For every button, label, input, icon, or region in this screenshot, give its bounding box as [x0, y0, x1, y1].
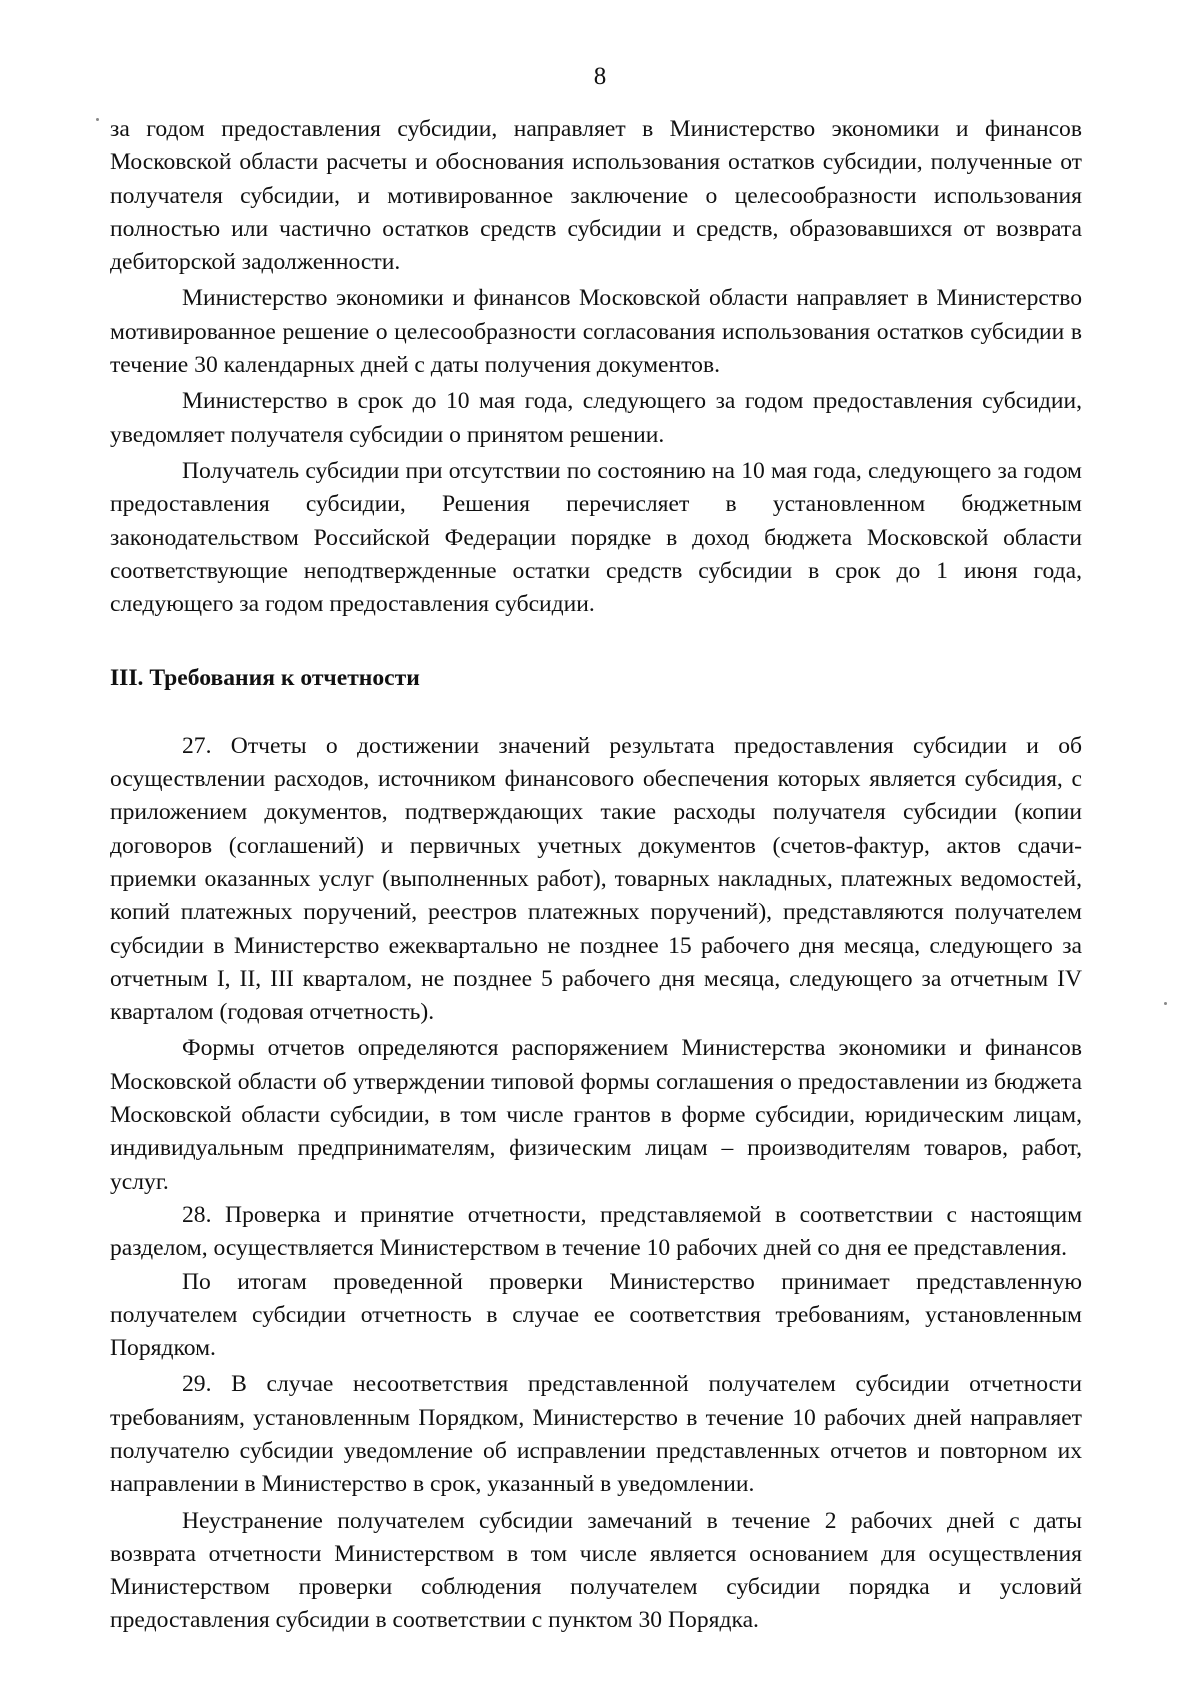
paragraph-verification: По итогам проведенной проверки Министерство принимает представленную получателем субсидии отчетность в случае ее соответствия требованиям, установленным Порядком.: [110, 1268, 1082, 1362]
paragraph-notification: Министерство в срок до 10 мая года, следующего за годом предоставления субсидии, уведомляет получателя субсидии о принятом решении.: [110, 388, 1082, 448]
paragraph-item-27: 27. Отчеты о достижении значений результата предоставления субсидии и об осуществлении расходов, источником финансового обеспечения которых является субсидия, с приложением документов, подтверждающих такие расходы получателя субсидии (копии договоров (соглашений) и первичных учетных документов (счетов-фактур, актов сдачи-приемки оказанных услуг (выполненных работ), товарных накладных, платежных ведомостей, копий платежных поручений, реестров платежных поручений), представляются получателем субсидии в Министерство ежеквартально не позднее 15 рабочего дня месяца, следующего за отчетным I, II, III кварталом, не позднее 5 рабочего дня месяца, следующего за отчетным IV кварталом (годовая отчетность).: [110, 732, 1082, 1026]
paragraph-item-29: 29. В случае несоответствия представленной получателем субсидии отчетности требованиям, установленным Порядком, Министерство в течение 10 рабочих дней направляет получателю субсидии уведомление об исправлении представленных отчетов и повторном их направлении в Министерство в срок, указанный в уведомлении.: [110, 1371, 1082, 1498]
paragraph-non-elimination: Неустранение получателем субсидии замечаний в течение 2 рабочих дней с даты возврата отчетности Министерством в том числе является основанием для осуществления Министерством проверки соблюдения получателем субсидии порядка и условий предоставления субсидии в соответствии с пунктом 30 Порядка.: [110, 1507, 1082, 1634]
scan-speck: [96, 118, 99, 121]
page-number: 8: [593, 63, 607, 90]
paragraph-ministry-decision: Министерство экономики и финансов Московской области направляет в Министерство мотивированное решение о целесообразности согласования использования остатков субсидии в течение 30 календарных дней с даты получения документов.: [110, 285, 1082, 379]
section-title: III. Требования к отчетности: [110, 665, 420, 692]
paragraph-item-28: 28. Проверка и принятие отчетности, представляемой в соответствии с настоящим разделом, осуществляется Министерством в течение 10 рабочих дней со дня ее представления.: [110, 1201, 1082, 1262]
paragraph-report-forms: Формы отчетов определяются распоряжением Министерства экономики и финансов Московской области об утверждении типовой формы соглашения о предоставлении из бюджета Московской области субсидии, в том числе грантов в форме субсидии, юридическим лицам, индивидуальным предпринимателям, физическим лицам – производителям товаров, работ, услуг.: [110, 1035, 1082, 1195]
paragraph-refund: Получатель субсидии при отсутствии по состоянию на 10 мая года, следующего за годом предоставления субсидии, Решения перечисляет в установленном бюджетным законодательством Российской Федерации порядке в доход бюджета Московской области соответствующие неподтвержденные остатки средств субсидии в срок до 1 июня года, следующего за годом предоставления субсидии.: [110, 457, 1082, 618]
scan-speck: [1164, 1002, 1167, 1005]
document-body: [110, 113, 1082, 1638]
paragraph-continuation: за годом предоставления субсидии, направляет в Министерство экономики и финансов Московской области расчеты и обоснования использования остатков субсидии, полученные от получателя субсидии, и мотивированное заключение о целесообразности использования полностью или частично остатков средств субсидии и средств, образовавшихся от возврата дебиторской задолженности.: [110, 116, 1082, 276]
